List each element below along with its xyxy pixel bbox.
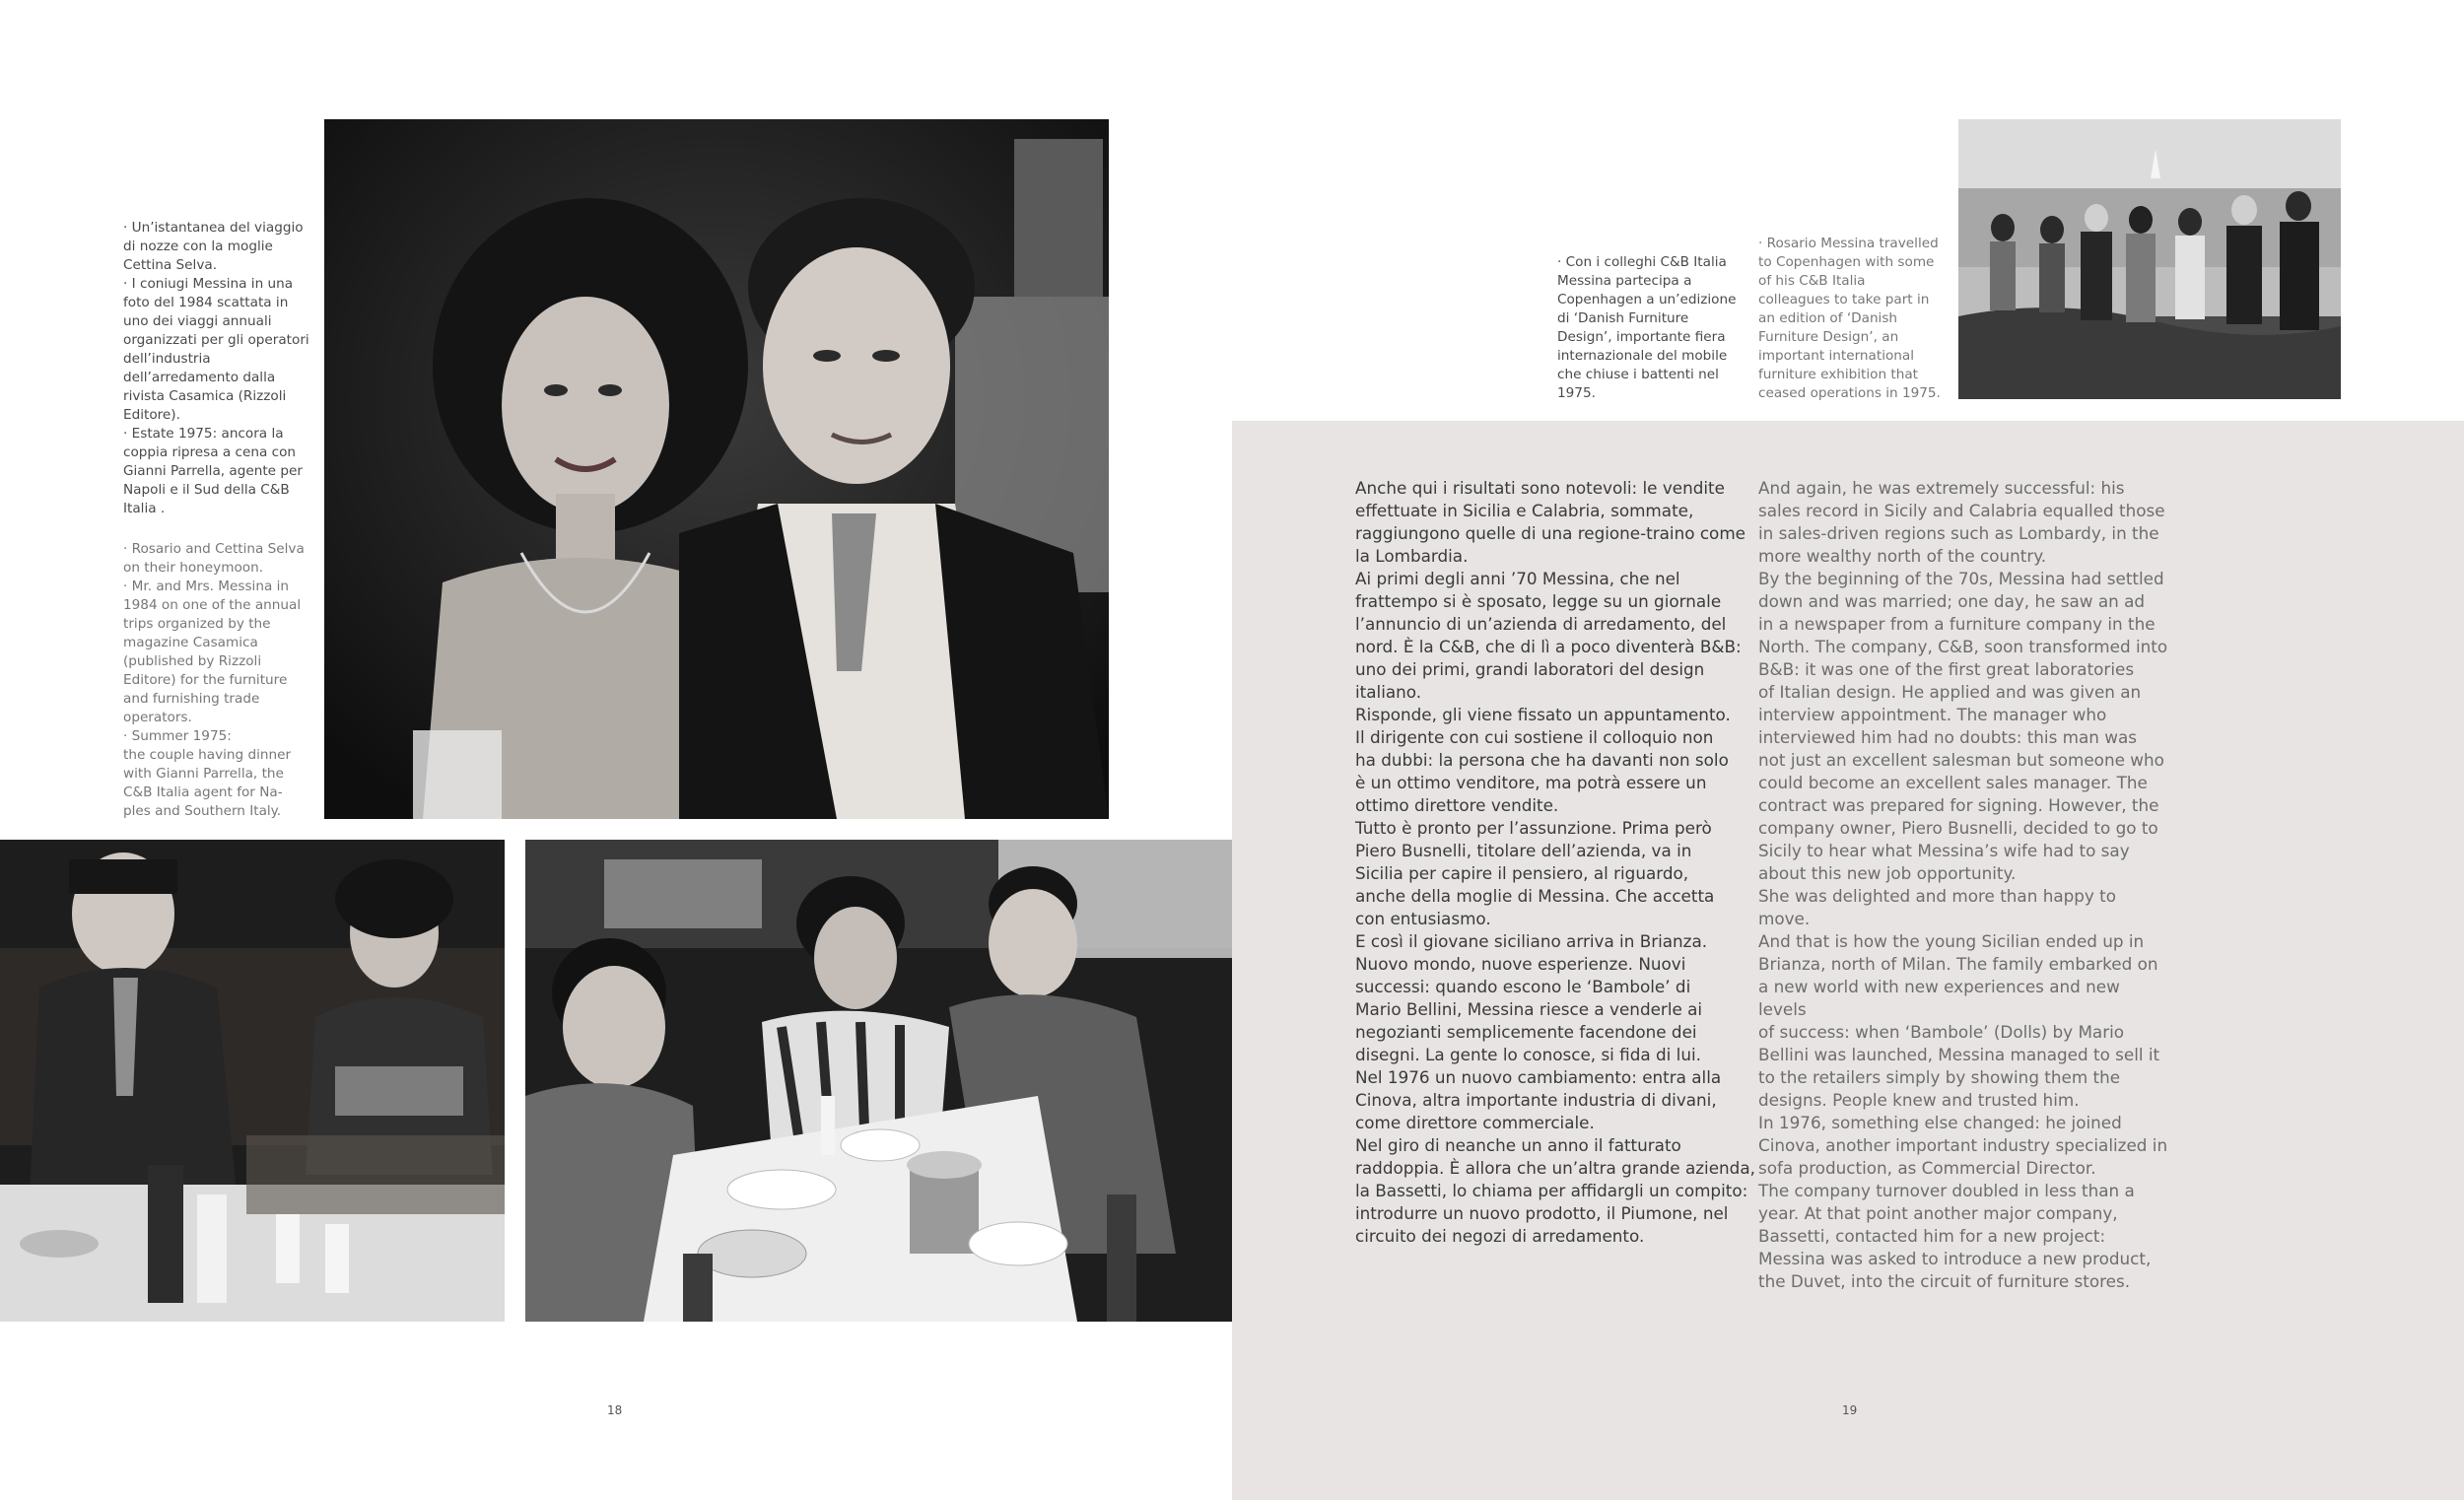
- caption-english-left: · Rosario and Cettina Selva on their honeymoon. · Mr. and Mrs. Messina in 1984 on one of the annual trips organized by the magazine Casamica (published by Rizzoli Editore) for the furniture and furnishing trade operators. · Summer 1975: the couple having dinner with Gianni Parrella, the C&B Italia agent for Na- ples and Southern Italy.: [123, 541, 305, 819]
- honeymoon-couple-photo: [324, 119, 1109, 819]
- body-text-italian: Anche qui i risultati sono notevoli: le vendite effettuate in Sicilia e Calabria, sommate, raggiungono quelle di una regione-traino come la Lombardia. Ai primi degli anni ’70 Messina, che nel frattempo si è sposato, legge su un giornale l’annuncio di un’azienda di arredamento, del nord. È la C&B, che di lì a poco diventerà B&B: uno dei primi, grandi laboratori del design italiano. Risponde, gli viene fissato un appuntamento. Il dirigente con cui sostiene il colloquio non ha dubbi: la persona che ha davanti non solo è un ottimo venditore, ma potrà essere un ottimo direttore vendite. Tutto è pronto per l’assunzione. Prima però Piero Busnelli, titolare dell’azienda, va in Sicilia per capire il pensiero, al riguardo, anche della moglie di Messina. Che accetta con entusiasmo. E così il giovane siciliano arriva in Brianza. Nuovo mondo, nuove esperienze. Nuovi successi: quando escono le ‘Bambole’ di Mario Bellini, Messina riesce a venderle ai negozianti semplicemente facendone dei disegni. La gente lo conosce, si fida di lui. Nel 1976 un nuovo cambiamento: entra alla Cinova, altra importante industria di divani, come direttore commerciale. Nel giro di neanche un anno il fatturato raddoppia. È allora che un’altra grande azienda, la Bassetti, lo chiama per affidargli un compito: introdurre un nuovo prodotto, il Piumone, nel circuito dei negozi di arredamento.: [1355, 478, 1755, 1246]
- page-number-right: 19: [1842, 1403, 1858, 1417]
- summer-1975-dinner-photo: [525, 840, 1232, 1322]
- caption-italian-left: · Un’istantanea del viaggio di nozze con la moglie Cettina Selva. · I coniugi Messina in una foto del 1984 scattata in uno dei viaggi annuali organizzati per gli operatori dell’industria dell’arredamento dalla rivista Casamica (Rizzoli Editore). · Estate 1975: ancora la coppia ripresa a cena con Gianni Parrella, agente per Napoli e il Sud della C&B Italia .: [123, 220, 309, 516]
- copenhagen-group-photo: [1958, 119, 2341, 399]
- caption-english-right: · Rosario Messina travelled to Copenhagen with some of his C&B Italia colleagues to take part in an edition of ‘Danish Furniture Design’, an important international furniture exhibition that ceased operations in 1975.: [1758, 236, 1941, 401]
- casamica-trip-1984-photo: [0, 840, 505, 1322]
- caption-italian-right: · Con i colleghi C&B Italia Messina partecipa a Copenhagen a un’edizione di ‘Danish Furniture Design’, importante fiera internazionale del mobile che chiuse i battenti nel 1975.: [1557, 254, 1737, 401]
- page-number-left: 18: [607, 1403, 623, 1417]
- body-text-english: And again, he was extremely successful: his sales record in Sicily and Calabria equalled those in sales-driven regions such as Lombardy, in the more wealthy north of the country. By the beginning of the 70s, Messina had settled down and was married; one day, he saw an ad in a newspaper from a furniture company in the North. The company, C&B, soon transformed into B&B: it was one of the first great laboratories of Italian design. He applied and was given an interview appointment. The manager who interviewed him had no doubts: this man was not just an excellent salesman but someone who could become an excellent sales manager. The contract was prepared for signing. However, the company owner, Piero Busnelli, decided to go to Sicily to hear what Messina’s wife had to say about this new job opportunity. She was delighted and more than happy to move. And that is how the young Sicilian ended up in Brianza, north of Milan. The family embarked on a new world with new experiences and new levels of success: when ‘Bambole’ (Dolls) by Mario Bellini was launched, Messina managed to sell it to the retailers simply by showing them the designs. People knew and trusted him. In 1976, something else changed: he joined Cinova, another important industry specialized in sofa production, as Commercial Director. The company turnover doubled in less than a year. At that point another major company, Bassetti, contacted him for a new project: Messina was asked to introduce a new product, the Duvet, into the circuit of furniture stores.: [1758, 478, 2168, 1291]
